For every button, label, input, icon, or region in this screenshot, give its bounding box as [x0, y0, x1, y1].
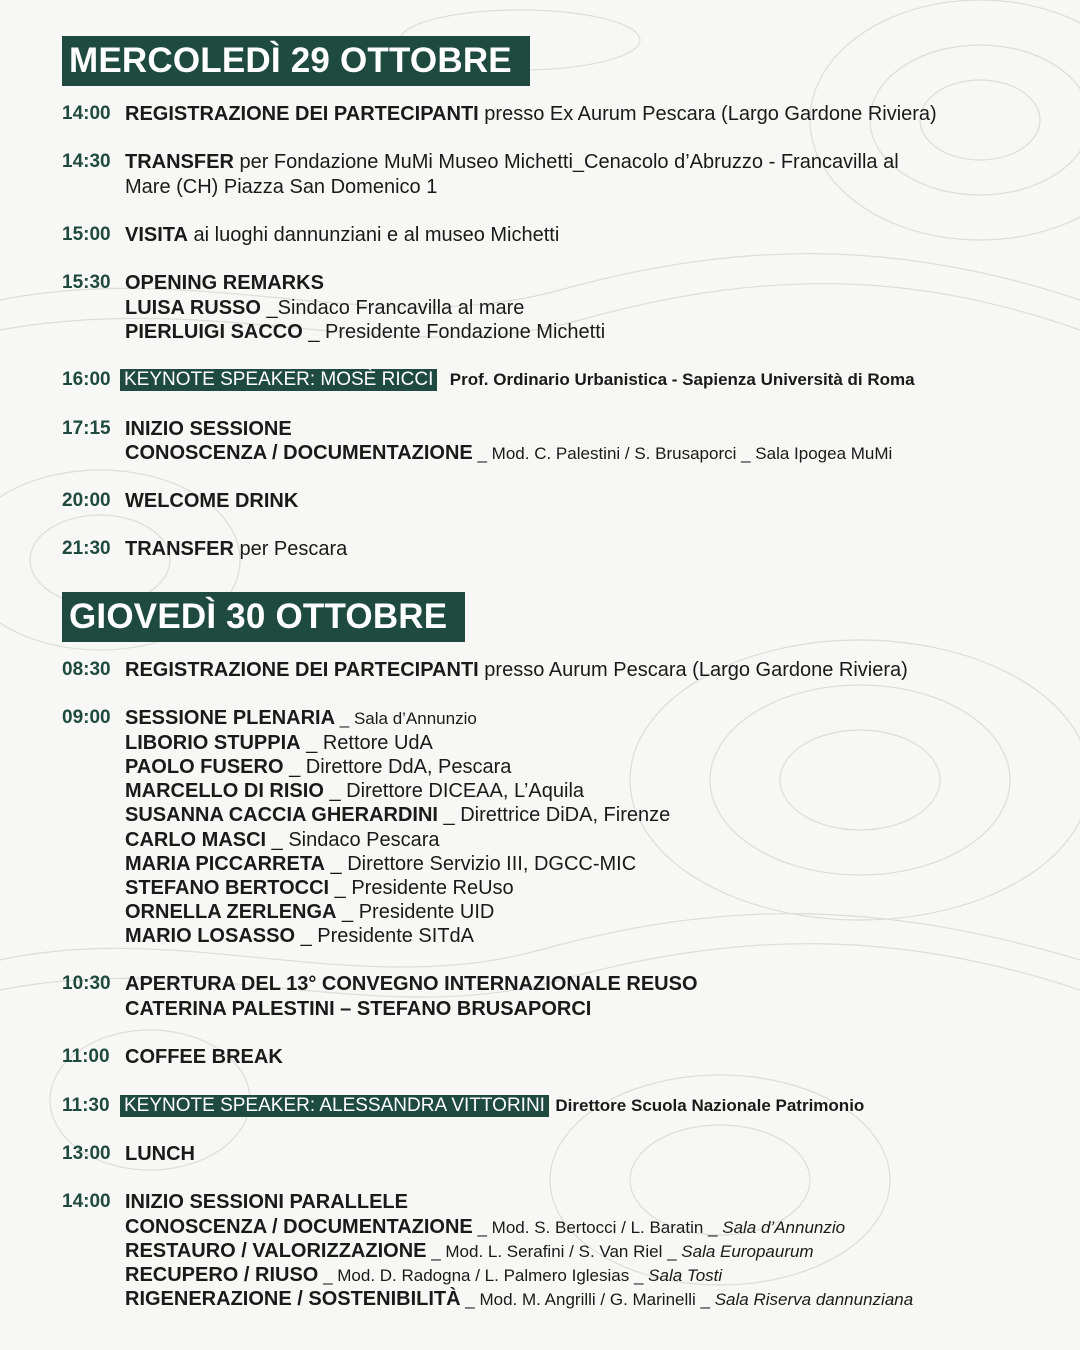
- day-header-thursday: [62, 592, 465, 642]
- speaker-role: _ Sindaco Pescara: [266, 829, 440, 851]
- entry-text: [125, 658, 908, 682]
- speaker-name: STEFANO BERTOCCI: [125, 877, 330, 899]
- time-label: 14:30: [62, 151, 111, 172]
- entry-title: COFFEE BREAK: [125, 1046, 283, 1068]
- entry-text: [125, 537, 347, 561]
- entry-detail: per Fondazione MuMi Museo Michetti_Cenacolo d’Abruzzo - Francavilla al: [233, 151, 899, 173]
- entry-title: VISITA: [125, 224, 188, 246]
- speaker-name: SUSANNA CACCIA GHERARDINI: [125, 804, 438, 826]
- session-name: RIGENERAZIONE / SOSTENIBILITÀ: [125, 1288, 461, 1310]
- entry-title: LUNCH: [125, 1143, 195, 1165]
- time-label: 15:00: [62, 224, 111, 245]
- entry-detail: ai luoghi dannunziani e al museo Michetti: [187, 224, 560, 246]
- speaker-name: MARCELLO DI RISIO: [125, 780, 324, 802]
- speaker-line: [125, 876, 514, 900]
- keynote-description: Direttore Scuola Nazionale Patrimonio: [555, 1096, 865, 1115]
- entry-title: WELCOME DRINK: [125, 490, 299, 512]
- speaker-line: [125, 755, 511, 779]
- entry-detail: presso Ex Aurum Pescara (Largo Gardone Riviera): [478, 103, 937, 125]
- speaker-role: _ Direttore Servizio III, DGCC-MIC: [325, 853, 637, 875]
- entry-title: INIZIO SESSIONE: [125, 418, 292, 440]
- day-header-wednesday: [62, 36, 530, 86]
- time-label: 15:30: [62, 272, 111, 293]
- speaker-line: [125, 779, 584, 803]
- time-label: 16:00: [62, 369, 111, 390]
- entry-text: [125, 706, 477, 731]
- speaker-role: _ Direttore DICEAA, L’Aquila: [323, 780, 585, 802]
- time-label: 17:15: [62, 418, 111, 439]
- session-moderators: _ Mod. D. Radogna / L. Palmero Iglesias _: [318, 1266, 649, 1285]
- keynote-line: [120, 1095, 864, 1117]
- speaker-line: [125, 296, 524, 320]
- speaker-role: _ Presidente UID: [336, 901, 495, 923]
- entry-title: TRANSFER: [125, 538, 234, 560]
- session-name: RESTAURO / VALORIZZAZIONE: [125, 1240, 427, 1262]
- entry-title: REGISTRAZIONE DEI PARTECIPANTI: [125, 103, 479, 125]
- entry-title: TRANSFER: [125, 151, 234, 173]
- speaker-line: [125, 852, 636, 876]
- session-moderators: _ Mod. S. Bertocci / L. Baratin _: [472, 1218, 723, 1237]
- entry-detail-line2: Mare (CH) Piazza San Domenico 1: [125, 176, 438, 198]
- time-label: 11:30: [62, 1095, 110, 1116]
- day-title: MERCOLEDÌ 29 OTTOBRE: [69, 41, 512, 80]
- speaker-name: CARLO MASCI: [125, 829, 267, 851]
- speaker-line: [125, 803, 670, 827]
- speaker-name: MARIO LOSASSO: [125, 925, 296, 947]
- entry-detail: per Pescara: [233, 538, 348, 560]
- entry-title: APERTURA DEL 13° CONVEGNO INTERNAZIONALE REUSO: [125, 973, 698, 995]
- time-label: 13:00: [62, 1143, 111, 1164]
- speaker-line: [125, 924, 474, 948]
- speaker-name: MARIA PICCARRETA: [125, 853, 325, 875]
- session-detail: _ Mod. C. Palestini / S. Brusaporci _ Sala Ipogea MuMi: [472, 444, 893, 463]
- time-label: 10:30: [62, 973, 111, 994]
- speaker-line: [125, 731, 433, 755]
- entry-title: INIZIO SESSIONI PARALLELE: [125, 1191, 408, 1213]
- speaker-line: [125, 828, 440, 852]
- session-line: [125, 1287, 913, 1312]
- session-moderators: _ Mod. M. Angrilli / G. Marinelli _: [460, 1290, 715, 1309]
- session-line: [125, 1215, 845, 1240]
- entry-title: OPENING REMARKS: [125, 272, 324, 294]
- keynote-description: Prof. Ordinario Urbanistica - Sapienza Università di Roma: [449, 370, 915, 389]
- speaker-name: PAOLO FUSERO: [125, 756, 284, 778]
- session-line: [125, 1239, 814, 1264]
- time-label: 20:00: [62, 490, 111, 511]
- entry-title: REGISTRAZIONE DEI PARTECIPANTI: [125, 659, 479, 681]
- time-label: 08:30: [62, 659, 111, 680]
- session-line: [125, 1263, 722, 1288]
- time-label: 14:00: [62, 103, 111, 124]
- session-moderators: _ Mod. L. Serafini / S. Van Riel _: [426, 1242, 682, 1261]
- day-title: GIOVEDÌ 30 OTTOBRE: [69, 597, 448, 636]
- session-room: Sala Europaurum: [681, 1242, 814, 1261]
- speaker-role: _ Presidente Fondazione Michetti: [302, 321, 606, 343]
- speaker-role: _ Rettore UdA: [300, 732, 433, 754]
- entry-text: [125, 102, 937, 126]
- time-label: 21:30: [62, 538, 111, 559]
- speaker-name: ORNELLA ZERLENGA: [125, 901, 337, 923]
- speaker-name: LUISA RUSSO: [125, 297, 261, 319]
- speaker-name: LIBORIO STUPPIA: [125, 732, 301, 754]
- session-name: CONOSCENZA / DOCUMENTAZIONE: [125, 1216, 473, 1238]
- entry-text: [125, 223, 559, 247]
- time-label: 14:00: [62, 1191, 111, 1212]
- entry-title: SESSIONE PLENARIA: [125, 707, 336, 729]
- entry-detail: presso Aurum Pescara (Largo Gardone Riviera): [478, 659, 908, 681]
- speaker-line: [125, 320, 605, 344]
- keynote-line: [120, 369, 915, 391]
- keynote-badge: KEYNOTE SPEAKER: MOSÈ RICCI: [120, 369, 437, 391]
- entry-detail: _ Sala d’Annunzio: [335, 709, 477, 728]
- speaker-role: _ Presidente SITdA: [295, 925, 474, 947]
- session-room: Sala Tosti: [648, 1266, 723, 1285]
- entry-text: [125, 150, 899, 174]
- speaker-role: _Sindaco Francavilla al mare: [260, 297, 525, 319]
- speaker-role: _ Direttore DdA, Pescara: [283, 756, 512, 778]
- time-label: 11:00: [62, 1046, 110, 1067]
- session-line: [125, 441, 892, 466]
- speaker-line: [125, 900, 494, 924]
- keynote-badge: KEYNOTE SPEAKER: ALESSANDRA VITTORINI: [120, 1095, 549, 1117]
- session-room: Sala d’Annunzio: [722, 1218, 846, 1237]
- speaker-role: _ Direttrice DiDA, Firenze: [437, 804, 671, 826]
- time-label: 09:00: [62, 707, 111, 728]
- session-name: RECUPERO / RIUSO: [125, 1264, 319, 1286]
- speaker-name: PIERLUIGI SACCO: [125, 321, 303, 343]
- session-name: CONOSCENZA / DOCUMENTAZIONE: [125, 442, 473, 464]
- entry-subtitle: CATERINA PALESTINI – STEFANO BRUSAPORCI: [125, 998, 592, 1020]
- session-room: Sala Riserva dannunziana: [714, 1290, 914, 1309]
- speaker-role: _ Presidente ReUso: [329, 877, 514, 899]
